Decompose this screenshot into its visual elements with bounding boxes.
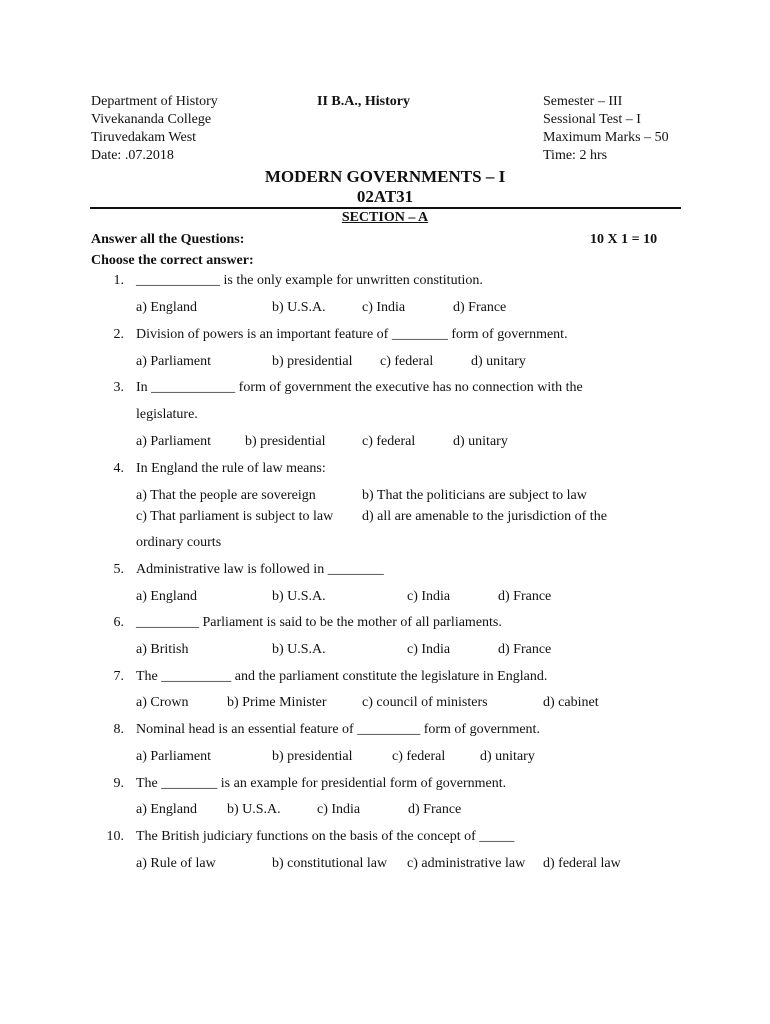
question-text: In England the rule of law means: bbox=[136, 461, 326, 476]
question-text: The ________ is an example for presidential form of government. bbox=[136, 776, 507, 791]
question-text-continued: legislature. bbox=[136, 407, 198, 422]
option: d) unitary bbox=[471, 354, 526, 369]
option: a) Parliament bbox=[136, 434, 212, 449]
option: a) Parliament bbox=[136, 749, 212, 764]
option: b) constitutional law bbox=[272, 856, 388, 871]
question-number: 8. bbox=[113, 722, 124, 737]
option: c) federal bbox=[380, 354, 434, 369]
question-number: 1. bbox=[113, 273, 124, 288]
option: d) France bbox=[498, 589, 552, 604]
question-text: Nominal head is an essential feature of _________ form of government. bbox=[136, 722, 540, 737]
question-number: 6. bbox=[113, 615, 124, 630]
option: c) India bbox=[407, 642, 451, 657]
option: a) Crown bbox=[136, 695, 189, 710]
option: b) U.S.A. bbox=[272, 589, 326, 604]
question-text: The British judiciary functions on the basis of the concept of _____ bbox=[136, 829, 515, 844]
option: b) Prime Minister bbox=[227, 695, 327, 710]
section-heading: SECTION – A bbox=[341, 210, 429, 225]
option: d) unitary bbox=[480, 749, 535, 764]
instruction-choose: Choose the correct answer: bbox=[91, 253, 254, 268]
option: c) India bbox=[317, 802, 361, 817]
max-marks: Maximum Marks – 50 bbox=[543, 130, 669, 145]
question-text: _________ Parliament is said to be the mother of all parliaments. bbox=[136, 615, 502, 630]
divider bbox=[90, 207, 681, 209]
question-text: Division of powers is an important feature of ________ form of government. bbox=[136, 327, 568, 342]
option: d) France bbox=[408, 802, 462, 817]
question-text: The __________ and the parliament constitute the legislature in England. bbox=[136, 669, 548, 684]
option: d) France bbox=[498, 642, 552, 657]
option: c) council of ministers bbox=[362, 695, 488, 710]
option: c) India bbox=[362, 300, 406, 315]
college: Vivekananda College bbox=[91, 112, 212, 127]
option: b) presidential bbox=[272, 354, 353, 369]
option: c) That parliament is subject to law bbox=[136, 509, 334, 524]
test-name: Sessional Test – I bbox=[543, 112, 641, 127]
option-continued: ordinary courts bbox=[136, 535, 222, 550]
question-text: ____________ is the only example for unwritten constitution. bbox=[136, 273, 483, 288]
option: a) British bbox=[136, 642, 189, 657]
option: a) Rule of law bbox=[136, 856, 216, 871]
option: b) That the politicians are subject to law bbox=[362, 488, 587, 503]
option: d) unitary bbox=[453, 434, 508, 449]
location: Tiruvedakam West bbox=[91, 130, 197, 145]
paper-code: 02AT31 bbox=[356, 187, 414, 206]
question-number: 4. bbox=[113, 461, 124, 476]
instruction-answer-all: Answer all the Questions: bbox=[91, 232, 245, 247]
header-right bbox=[543, 93, 669, 165]
department: Department of History bbox=[91, 94, 218, 109]
header-left bbox=[91, 93, 218, 165]
question-number: 3. bbox=[113, 380, 124, 395]
question-number: 9. bbox=[113, 776, 124, 791]
option: c) federal bbox=[392, 749, 446, 764]
option: c) India bbox=[407, 589, 451, 604]
option: b) U.S.A. bbox=[272, 642, 326, 657]
option: b) presidential bbox=[245, 434, 326, 449]
semester: Semester – III bbox=[543, 94, 623, 109]
option: a) That the people are sovereign bbox=[136, 488, 316, 503]
duration: Time: 2 hrs bbox=[543, 148, 608, 163]
option: a) Parliament bbox=[136, 354, 212, 369]
option: b) presidential bbox=[272, 749, 353, 764]
option: c) administrative law bbox=[407, 856, 526, 871]
option: a) England bbox=[136, 300, 198, 315]
option: a) England bbox=[136, 589, 198, 604]
question-text: In ____________ form of government the executive has no connection with the bbox=[136, 380, 583, 395]
option: c) federal bbox=[362, 434, 416, 449]
option: d) cabinet bbox=[543, 695, 599, 710]
option: d) all are amenable to the jurisdiction of the bbox=[362, 509, 607, 524]
question-text: Administrative law is followed in ________ bbox=[136, 562, 384, 577]
option: d) France bbox=[453, 300, 507, 315]
question-number: 5. bbox=[113, 562, 124, 577]
question-number: 7. bbox=[113, 669, 124, 684]
option: b) U.S.A. bbox=[272, 300, 326, 315]
option: b) U.S.A. bbox=[227, 802, 281, 817]
class-name: II B.A., History bbox=[317, 94, 410, 109]
question-number: 2. bbox=[113, 327, 124, 342]
question-number: 10. bbox=[106, 829, 124, 844]
date: Date: .07.2018 bbox=[91, 148, 174, 163]
paper-title: MODERN GOVERNMENTS – I bbox=[264, 167, 506, 186]
option: a) England bbox=[136, 802, 198, 817]
option: d) federal law bbox=[543, 856, 621, 871]
marks-scheme: 10 X 1 = 10 bbox=[590, 232, 658, 247]
